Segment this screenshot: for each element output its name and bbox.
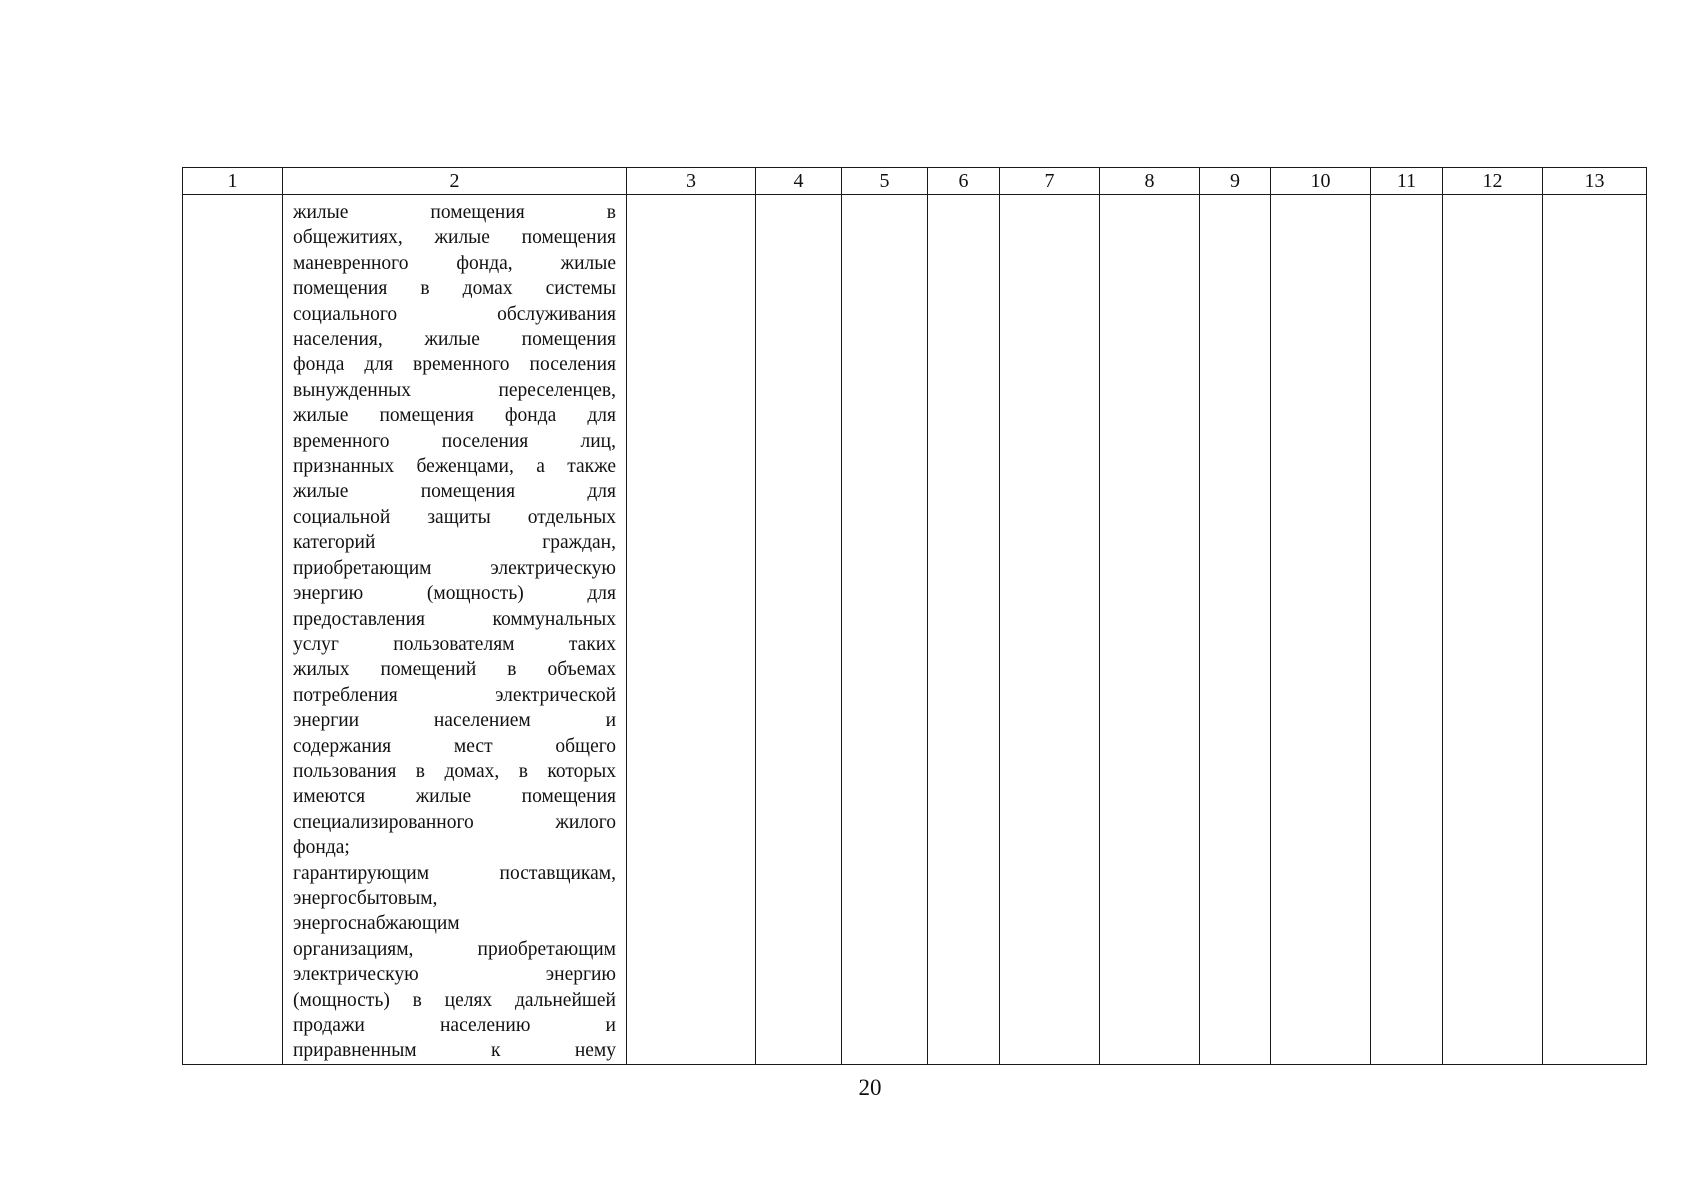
column-2-line: общежитиях, жилые помещения [293,227,616,249]
header-col-7: 7 [1000,168,1100,195]
header-col-5: 5 [842,168,928,195]
column-2-line: пользования в домах, в которых [293,760,616,782]
column-2-line: временного поселения лиц, [293,430,616,452]
cell-col-1 [183,195,283,1065]
data-table [182,167,1647,1065]
header-col-6: 6 [928,168,1000,195]
column-2-line: фонда; [293,837,350,859]
cell-col-12 [1443,195,1543,1065]
header-col-12: 12 [1443,168,1543,195]
header-col-10: 10 [1271,168,1371,195]
cell-col-11 [1371,195,1443,1065]
column-2-line: организациям, приобретающим [293,938,616,960]
header-col-4: 4 [756,168,842,195]
cell-col-7 [1000,195,1100,1065]
column-2-line: энергосбытовым, [293,887,438,909]
header-col-1: 1 [183,168,283,195]
column-2-line: (мощность) в целях дальнейшей [293,989,616,1011]
header-col-13: 13 [1543,168,1647,195]
header-col-3: 3 [627,168,756,195]
column-2-line: помещения в домах системы [293,278,616,300]
cell-col-2 [283,195,627,1065]
cell-col-4 [756,195,842,1065]
column-2-line: энергии населением и [293,710,616,732]
column-2-line: фонда для временного поселения [293,354,616,376]
column-2-line: категорий граждан, [293,532,616,554]
column-2-line: приобретающим электрическую [293,557,616,579]
cell-col-6 [928,195,1000,1065]
column-2-line: признанных беженцами, а также [293,456,616,478]
column-2-line: продажи населению и [293,1015,616,1036]
column-2-line: населения, жилые помещения [293,329,616,351]
column-2-line: услуг пользователям таких [293,633,616,655]
header-row [183,168,1647,195]
column-2-line: жилые помещения в [293,202,616,223]
header-col-9: 9 [1200,168,1271,195]
column-2-line: приравненным к нему [293,1040,616,1062]
header-col-2: 2 [283,168,627,195]
column-2-line: предоставления коммунальных [293,608,616,630]
cell-col-5 [842,195,928,1065]
column-2-line: содержания мест общего [293,735,616,757]
header-col-11: 11 [1371,168,1443,195]
column-2-line: социального обслуживания [293,303,616,325]
column-2-line: имеются жилые помещения [293,786,616,808]
column-2-line: жилые помещения для [293,481,616,503]
column-2-line: специализированного жилого [293,811,616,833]
cell-col-13 [1543,195,1647,1065]
column-2-line: вынужденных переселенцев, [293,379,616,401]
cell-col-3 [627,195,756,1065]
column-2-text [283,195,626,1064]
cell-col-9 [1200,195,1271,1065]
column-2-line: электрическую энергию [293,964,616,986]
table-row [183,195,1647,1065]
column-2-line: жилые помещения фонда для [293,405,616,427]
column-2-line: маневренного фонда, жилые [293,252,616,274]
header-col-8: 8 [1100,168,1200,195]
column-2-line: энергоснабжающим [293,913,460,935]
page-number: 20 [858,1075,882,1100]
column-2-line: энергию (мощность) для [293,583,616,605]
column-2-line: гарантирующим поставщикам, [293,862,616,884]
column-2-line: потребления электрической [293,684,616,706]
cell-col-10 [1271,195,1371,1065]
column-2-line: социальной защиты отдельных [293,506,616,528]
cell-col-8 [1100,195,1200,1065]
column-2-line: жилых помещений в объемах [293,659,616,681]
